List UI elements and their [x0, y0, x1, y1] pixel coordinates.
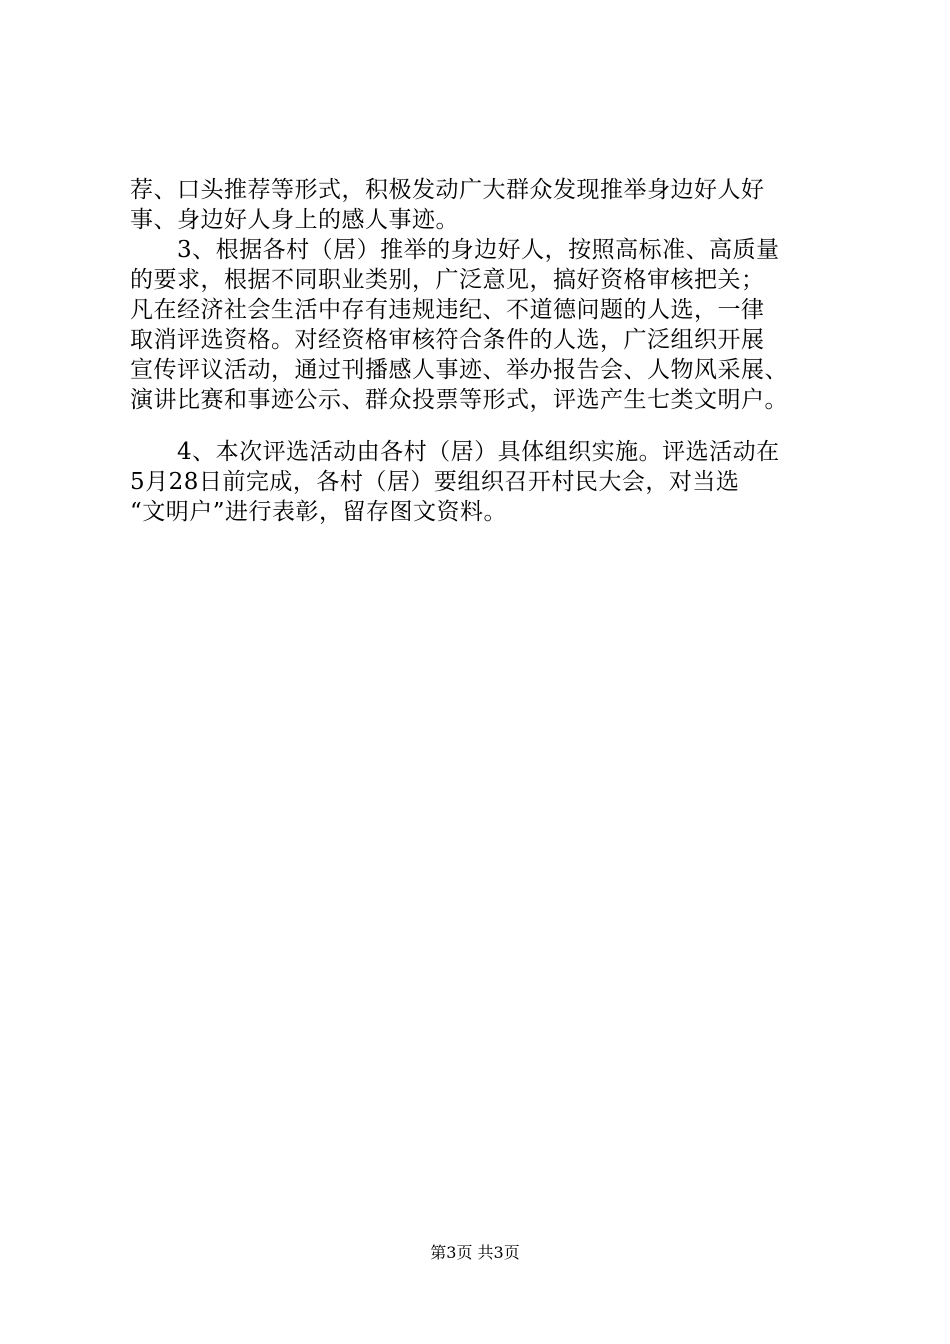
text-line: “文明户”进行表彰，留存图文资料。 — [130, 499, 508, 525]
text-line: 5月28日前完成，各村（居）要组织召开村民大会，对当选 — [130, 469, 740, 495]
paragraph-gap — [130, 415, 830, 437]
text-line: 事、身边好人身上的感人事迹。 — [130, 207, 459, 233]
text-line: 宣传评议活动，通过刊播感人事迹、举办报告会、人物风采展、 — [130, 357, 788, 383]
text-line: 取消评选资格。对经资格审核符合条件的人选，广泛组织开展 — [130, 327, 765, 353]
text-line: 凡在经济社会生活中存有违规违纪、不道德问题的人选，一律 — [130, 297, 765, 323]
text-line: 荐、口头推荐等形式，积极发动广大群众发现推举身边好人好 — [130, 177, 765, 203]
text-line: 4、本次评选活动由各村（居）具体组织实施。评选活动在 — [130, 439, 780, 465]
text-line: 演讲比赛和事迹公示、群众投票等形式，评选产生七类文明户。 — [130, 387, 788, 413]
page-footer: 第3页 共3页 — [430, 1243, 520, 1262]
text-line: 的要求，根据不同职业类别，广泛意见，搞好资格审核把关； — [130, 267, 765, 293]
text-line: 3、根据各村（居）推举的身边好人，按照高标准、高质量 — [130, 237, 780, 263]
document-body — [130, 175, 830, 527]
